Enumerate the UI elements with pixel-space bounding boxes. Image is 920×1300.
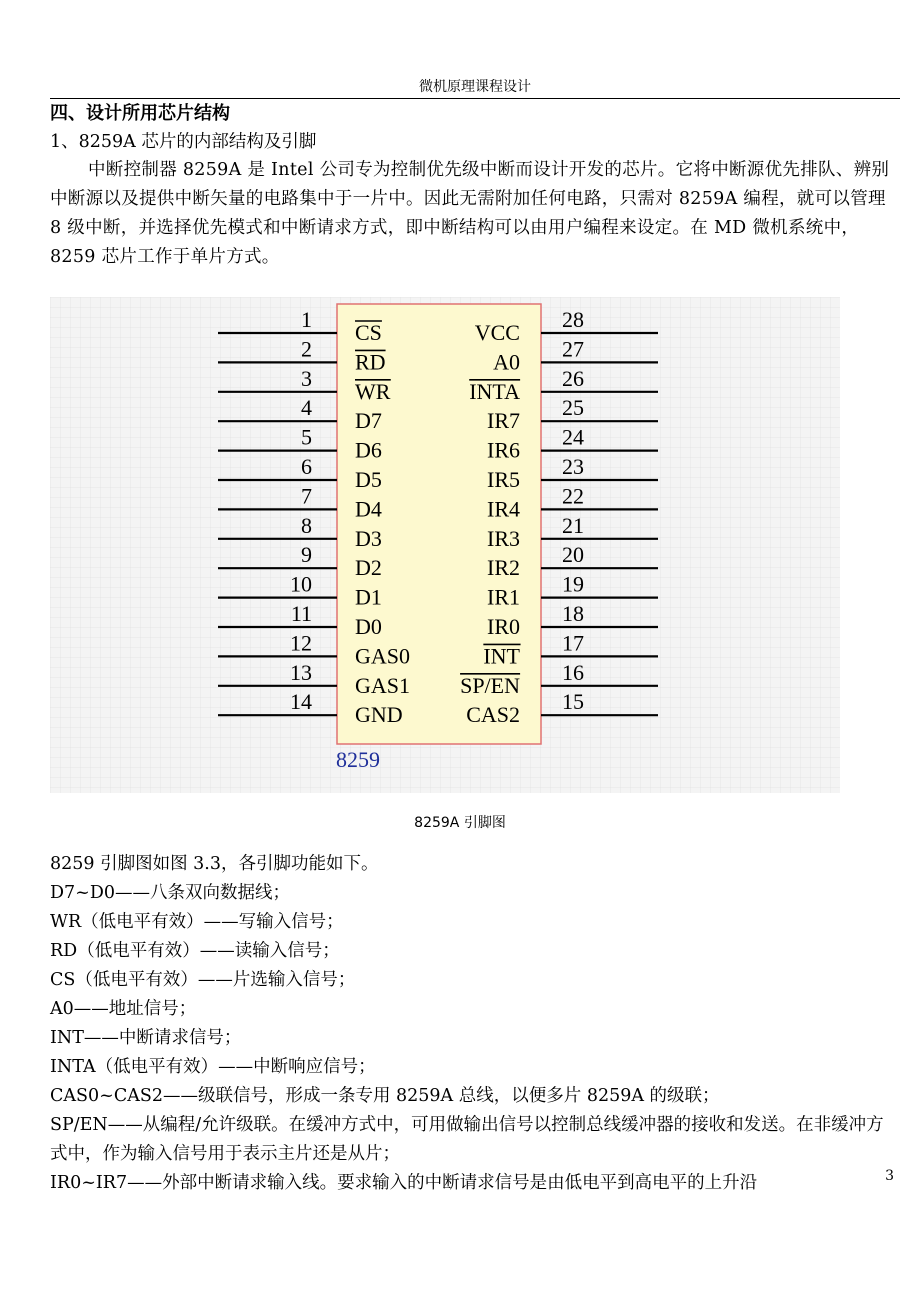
pin-number: 11 bbox=[290, 601, 312, 626]
pin-name: IR2 bbox=[487, 555, 520, 581]
pin-name: D4 bbox=[355, 496, 382, 522]
pin-name: D2 bbox=[355, 555, 382, 581]
list-item: SP/EN——从编程/允许级联。在缓冲方式中，可用做输出信号以控制总线缓冲器的接收和发送。在非缓冲方式中，作为输入信号用于表示主片还是从片； bbox=[50, 1115, 884, 1164]
pin-number: 23 bbox=[562, 454, 584, 479]
pin-name: VCC bbox=[474, 320, 520, 345]
pin-number: 22 bbox=[562, 483, 584, 509]
list-item: CS（低电平有效）——片选输入信号； bbox=[50, 970, 356, 990]
section-subheading: 1、8259A 芯片的内部结构及引脚 bbox=[50, 132, 317, 152]
pin-number: 8 bbox=[301, 512, 312, 538]
pin-number: 18 bbox=[562, 601, 584, 626]
pin-name: IR1 bbox=[487, 584, 520, 610]
pin-number: 1 bbox=[301, 307, 312, 332]
page-header: 微机原理课程设计 bbox=[419, 79, 531, 95]
pin-number: 20 bbox=[562, 542, 584, 568]
pin-number: 16 bbox=[562, 659, 584, 685]
chip-label: 8259 bbox=[336, 747, 380, 772]
pin-name: SP/EN bbox=[460, 672, 520, 698]
pin-name: D5 bbox=[355, 467, 382, 492]
pin-number: 12 bbox=[290, 630, 312, 656]
pin-number: 27 bbox=[562, 336, 584, 362]
pin-name: WR bbox=[355, 378, 391, 404]
list-item: 8259 引脚图如图 3.3，各引脚功能如下。 bbox=[50, 854, 379, 874]
page-number: 3 bbox=[885, 1168, 894, 1184]
pin-function-list bbox=[50, 850, 900, 1198]
pin-name: D0 bbox=[355, 614, 382, 639]
pin-number: 4 bbox=[301, 395, 312, 421]
intro-paragraph: 中断控制器 8259A 是 Intel 公司专为控制优先级中断而设计开发的芯片。它将中断源优先排队、辨别中断源以及提供中断矢量的电路集中于一片中。因此无需附加任何电路，只需对 8259A 编程，就可以管理 8 级中断，并选择优先模式和中断请求方式，即中断结构可以由用户编程来设定。在 MD 微机系统中，8259 芯片工作于单片方式。 bbox=[50, 160, 890, 267]
pin-number: 9 bbox=[301, 542, 312, 568]
list-item: WR（低电平有效）——写输入信号； bbox=[50, 912, 344, 932]
pin-name: GAS0 bbox=[355, 643, 411, 669]
pin-number: 26 bbox=[562, 365, 584, 391]
pin-name: IR3 bbox=[487, 525, 520, 551]
pin-name: IR5 bbox=[487, 467, 520, 492]
pin-name: IR7 bbox=[487, 408, 520, 434]
pin-name: D6 bbox=[355, 437, 382, 463]
pin-number: 25 bbox=[562, 395, 584, 421]
pin-name: INT bbox=[483, 643, 520, 669]
pin-name: GND bbox=[355, 702, 403, 728]
list-item: CAS0~CAS2——级联信号，形成一条专用 8259A 总线，以便多片 8259A 的级联； bbox=[50, 1086, 720, 1106]
header-rule bbox=[50, 98, 900, 99]
pin-name: D3 bbox=[355, 525, 382, 551]
list-item: INT——中断请求信号； bbox=[50, 1028, 242, 1048]
pin-name: CS bbox=[355, 320, 382, 345]
pin-number: 19 bbox=[562, 571, 584, 597]
pin-number: 5 bbox=[301, 424, 312, 450]
list-item: D7~D0——八条双向数据线； bbox=[50, 883, 290, 903]
pin-name: RD bbox=[355, 349, 386, 375]
list-item: IR0~IR7——外部中断请求输入线。要求输入的中断请求信号是由低电平到高电平的上升沿 bbox=[50, 1173, 758, 1193]
pin-number: 24 bbox=[562, 424, 584, 450]
pin-number: 28 bbox=[562, 307, 584, 332]
list-item: INTA（低电平有效）——中断响应信号； bbox=[50, 1057, 376, 1077]
list-item: A0——地址信号； bbox=[50, 999, 197, 1019]
pin-name: IR0 bbox=[487, 614, 520, 639]
pin-number: 7 bbox=[301, 483, 312, 509]
pin-number: 13 bbox=[290, 659, 312, 685]
pin-number: 3 bbox=[301, 365, 312, 391]
pin-name: GAS1 bbox=[355, 672, 411, 698]
pin-name: INTA bbox=[469, 378, 520, 404]
list-item: RD（低电平有效）——读输入信号； bbox=[50, 941, 340, 961]
pin-number: 6 bbox=[301, 454, 312, 479]
pinout-figure bbox=[50, 297, 840, 793]
pin-number: 15 bbox=[562, 689, 584, 715]
pin-name: IR6 bbox=[487, 437, 520, 463]
chip-pinout-diagram bbox=[50, 297, 840, 793]
pin-name: CAS2 bbox=[466, 702, 520, 728]
pin-number: 17 bbox=[562, 630, 584, 656]
pin-number: 10 bbox=[290, 571, 312, 597]
pin-number: 14 bbox=[290, 689, 312, 715]
pin-number: 21 bbox=[562, 512, 584, 538]
pin-name: A0 bbox=[493, 349, 520, 375]
pin-name: D1 bbox=[355, 584, 382, 610]
figure-caption: 8259A 引脚图 bbox=[414, 815, 506, 831]
pin-name: IR4 bbox=[487, 496, 520, 522]
section-heading: 四、设计所用芯片结构 bbox=[50, 103, 230, 124]
pin-number: 2 bbox=[301, 336, 312, 362]
pin-name: D7 bbox=[355, 408, 382, 434]
